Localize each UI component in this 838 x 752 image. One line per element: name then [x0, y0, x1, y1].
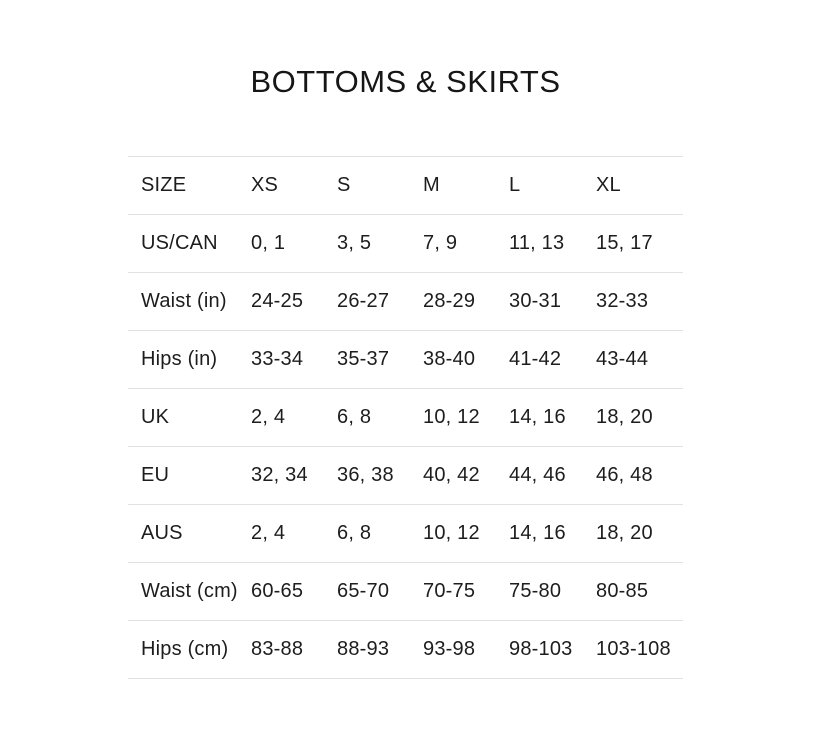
size-cell: 80-85 [596, 580, 649, 602]
row-label: Waist (cm) [141, 580, 238, 602]
size-cell: 10, 12 [423, 406, 480, 428]
size-cell: 36, 38 [337, 464, 394, 486]
table-row [128, 331, 683, 389]
size-cell: 40, 42 [423, 464, 480, 486]
row-label: Hips (in) [141, 348, 218, 370]
size-cell: 11, 13 [509, 232, 565, 254]
size-cell: 98-103 [509, 638, 573, 660]
size-cell: 32, 34 [251, 464, 308, 486]
size-cell: 2, 4 [251, 406, 286, 428]
table-row [128, 563, 683, 621]
size-cell: 18, 20 [596, 522, 653, 544]
size-cell: 93-98 [423, 638, 476, 660]
size-cell: 14, 16 [509, 522, 566, 544]
size-cell: 35-37 [337, 348, 390, 370]
table-row [128, 505, 683, 563]
column-header-xs: XS [251, 174, 279, 196]
table-row [128, 389, 683, 447]
size-cell: 24-25 [251, 290, 304, 312]
column-header-l: L [509, 174, 521, 196]
size-cell: 18, 20 [596, 406, 653, 428]
size-cell: 2, 4 [251, 522, 286, 544]
column-header-s: S [337, 174, 351, 196]
row-label: Waist (in) [141, 290, 227, 312]
size-cell: 6, 8 [337, 406, 372, 428]
size-cell: 7, 9 [423, 232, 458, 254]
row-label: AUS [141, 522, 183, 544]
size-cell: 103-108 [596, 638, 671, 660]
column-header-m: M [423, 174, 440, 196]
table-row [128, 447, 683, 505]
size-cell: 0, 1 [251, 232, 286, 254]
size-cell: 60-65 [251, 580, 304, 602]
size-cell: 43-44 [596, 348, 649, 370]
row-label: Hips (cm) [141, 638, 229, 660]
size-cell: 70-75 [423, 580, 476, 602]
size-cell: 33-34 [251, 348, 304, 370]
size-chart-container [128, 0, 683, 679]
size-cell: 15, 17 [596, 232, 653, 254]
size-cell: 10, 12 [423, 522, 480, 544]
table-row [128, 621, 683, 679]
size-cell: 44, 46 [509, 464, 566, 486]
size-cell: 46, 48 [596, 464, 653, 486]
row-label: EU [141, 464, 170, 486]
size-cell: 65-70 [337, 580, 390, 602]
size-cell: 32-33 [596, 290, 649, 312]
size-cell: 3, 5 [337, 232, 372, 254]
size-chart-table [128, 156, 683, 679]
size-cell: 30-31 [509, 290, 562, 312]
row-label: US/CAN [141, 232, 218, 254]
column-header-xl: XL [596, 174, 621, 196]
size-cell: 83-88 [251, 638, 304, 660]
size-cell: 75-80 [509, 580, 562, 602]
size-cell: 28-29 [423, 290, 476, 312]
table-row [128, 215, 683, 273]
column-header-size: SIZE [141, 174, 187, 196]
table-row [128, 273, 683, 331]
row-label: UK [141, 406, 170, 428]
size-cell: 38-40 [423, 348, 476, 370]
header-row [128, 157, 683, 215]
size-cell: 6, 8 [337, 522, 372, 544]
size-cell: 14, 16 [509, 406, 566, 428]
size-cell: 26-27 [337, 290, 390, 312]
size-cell: 41-42 [509, 348, 562, 370]
size-cell: 88-93 [337, 638, 390, 660]
page-title: BOTTOMS & SKIRTS [250, 64, 561, 99]
